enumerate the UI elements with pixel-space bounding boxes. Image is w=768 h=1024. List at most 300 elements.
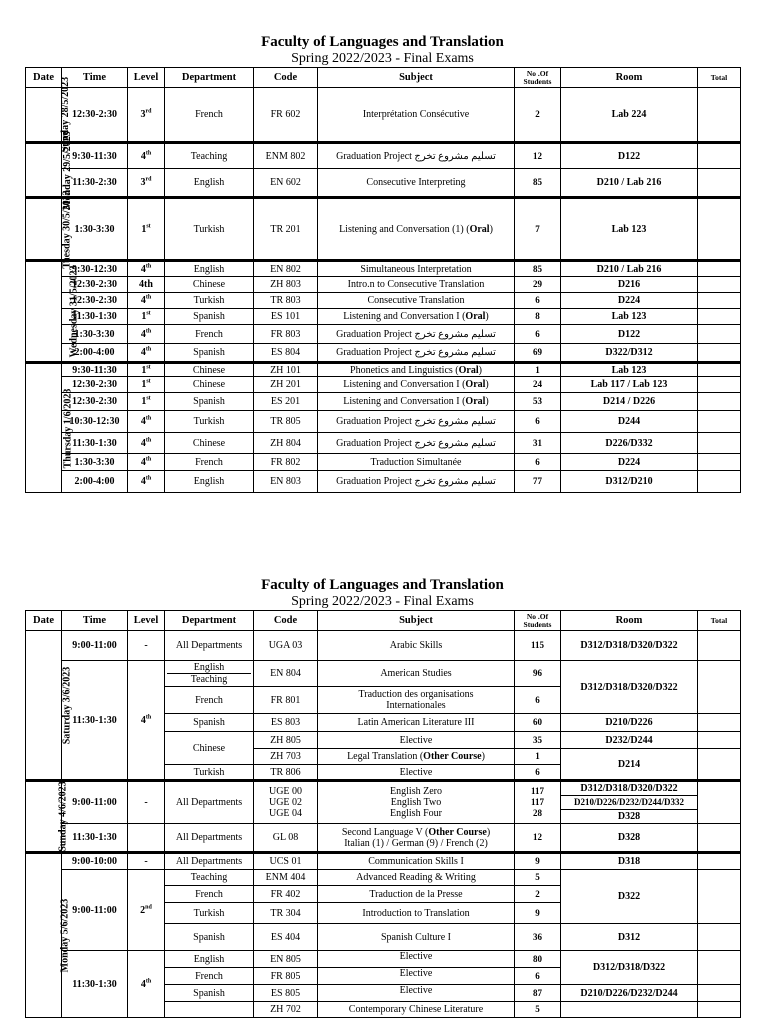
total-cell xyxy=(698,732,741,749)
room-cell: D312/D318/D322 xyxy=(561,951,698,985)
level-suffix: st xyxy=(146,310,151,317)
code-cell: ES 803 xyxy=(254,714,318,732)
table-row xyxy=(26,344,741,363)
level-cell xyxy=(128,344,165,363)
level-suffix: th xyxy=(145,475,152,482)
col-time: Time xyxy=(62,611,128,631)
department-cell xyxy=(165,661,254,687)
subject-cell: Listening and Conversation I (Oral) xyxy=(318,377,515,393)
level-cell xyxy=(128,309,165,325)
students-cell: 31 xyxy=(515,433,561,454)
department-cell xyxy=(165,1002,254,1018)
level-suffix: th xyxy=(145,150,152,157)
department-cell: Chinese xyxy=(165,732,254,765)
total-cell xyxy=(698,749,741,781)
students-cell: 96 xyxy=(515,661,561,687)
students-cell: 115 xyxy=(515,631,561,661)
students-cell: 6 xyxy=(515,411,561,433)
time-cell: 11:30-1:30 xyxy=(62,661,128,781)
level-num: 4 xyxy=(140,263,146,275)
time-cell: 9:30-11:30 xyxy=(62,363,128,377)
subject-cell xyxy=(318,687,515,714)
subject-line: English Four xyxy=(390,808,442,819)
time-cell: 9:30-11:30 xyxy=(62,143,128,169)
subject-cell: Advanced Reading & Writing xyxy=(318,870,515,886)
department-cell: French xyxy=(165,687,254,714)
level-num: 4 xyxy=(140,295,146,306)
total-cell xyxy=(698,198,741,261)
subject-cell: Interprétation Consécutive xyxy=(318,88,515,143)
code-cell: TR 805 xyxy=(254,411,318,433)
department-cell: Turkish xyxy=(165,411,254,433)
students-cell: 87 xyxy=(515,985,561,1002)
students-cell: 85 xyxy=(515,169,561,198)
code-cell: ZH 201 xyxy=(254,377,318,393)
room-cell: Lab 224 xyxy=(561,88,698,143)
time-cell: 2:00-4:00 xyxy=(62,344,128,363)
students-cell: 6 xyxy=(515,454,561,471)
students-cell: 80 xyxy=(515,951,561,968)
department-cell: Chinese xyxy=(165,363,254,377)
students-cell: 6 xyxy=(515,293,561,309)
total-cell xyxy=(698,471,741,493)
level-cell xyxy=(128,143,165,169)
room-cell: D210/D226 xyxy=(561,714,698,732)
level-suffix: th xyxy=(145,294,152,301)
students-cell: 35 xyxy=(515,732,561,749)
students-cell: 6 xyxy=(515,765,561,781)
time-cell: 1:30-3:30 xyxy=(62,454,128,471)
department-cell: Teaching xyxy=(165,143,254,169)
department-cell: Teaching xyxy=(165,870,254,886)
students-cell: 85 xyxy=(515,261,561,277)
room-line: D312/D318/D320/D322 xyxy=(580,783,678,794)
subject-cell: Consecutive Interpreting xyxy=(318,169,515,198)
subject-cell: Communication Skills I xyxy=(318,853,515,870)
table-row xyxy=(26,169,741,198)
table-row xyxy=(26,261,741,277)
total-cell xyxy=(698,363,741,377)
time-cell: 11:30-1:30 xyxy=(62,824,128,853)
time-cell: 1:30-3:30 xyxy=(62,198,128,261)
date-label: Monday 5/6/2023 xyxy=(59,898,71,973)
level-cell xyxy=(128,88,165,143)
level-cell xyxy=(128,411,165,433)
room-cell: D210 / Lab 216 xyxy=(561,261,698,277)
department-cell: French xyxy=(165,886,254,903)
code-cell: TR 803 xyxy=(254,293,318,309)
subject-text: Phonetics and Linguistics ( xyxy=(350,364,459,376)
level-cell xyxy=(128,951,165,1018)
level-suffix: th xyxy=(145,456,152,463)
level-suffix: th xyxy=(145,346,152,353)
department-cell: Turkish xyxy=(165,903,254,924)
exam-table-1 xyxy=(25,67,741,493)
subject-cell: Graduation Project تسليم مشروع تخرج xyxy=(318,411,515,433)
code-cell: ES 201 xyxy=(254,393,318,411)
table-header-row xyxy=(26,611,741,631)
room-cell: Lab 117 / Lab 123 xyxy=(561,377,698,393)
date-cell xyxy=(26,631,73,781)
subject-cell: Elective xyxy=(318,985,515,1002)
students-cell: 36 xyxy=(515,924,561,951)
code-cell: ZH 804 xyxy=(254,433,318,454)
room-cell: D122 xyxy=(561,143,698,169)
code-cell: EN 802 xyxy=(254,261,318,277)
time-cell: 1:30-3:30 xyxy=(62,325,128,344)
subject-cell: Elective xyxy=(318,968,515,985)
department-cell: Turkish xyxy=(165,198,254,261)
table-row xyxy=(26,661,741,687)
code-cell: FR 803 xyxy=(254,325,318,344)
students-cell: 7 xyxy=(515,198,561,261)
code-cell: ES 101 xyxy=(254,309,318,325)
room-cell: D210/D226/D232/D244 xyxy=(561,985,698,1002)
level-suffix: nd xyxy=(145,904,152,911)
table-row xyxy=(26,143,741,169)
level-cell xyxy=(128,870,165,951)
table-row xyxy=(26,411,741,433)
level-cell xyxy=(128,261,165,277)
level-num: 4 xyxy=(140,347,146,358)
students-line: 28 xyxy=(533,808,542,818)
total-cell xyxy=(698,261,741,277)
date-cell xyxy=(26,261,80,363)
table-row xyxy=(26,293,741,309)
subject-line: English Two xyxy=(390,797,442,808)
subject-cell: Contemporary Chinese Literature xyxy=(318,1002,515,1018)
table-row xyxy=(26,277,741,293)
total-cell xyxy=(698,344,741,363)
department-cell: All Departments xyxy=(165,853,254,870)
code-cell: UCS 01 xyxy=(254,853,318,870)
time-cell: 9:00-10:00 xyxy=(62,853,128,870)
students-cell: 53 xyxy=(515,393,561,411)
table-row xyxy=(26,88,741,143)
table-row xyxy=(26,363,741,377)
room-line: D210/D226/D232/D244/D332 xyxy=(561,795,697,809)
students-cell: 1 xyxy=(515,363,561,377)
subject-cell: Traduction de la Presse xyxy=(318,886,515,903)
col-level: Level xyxy=(128,68,165,88)
room-cell: D214 xyxy=(561,749,698,781)
date-cell xyxy=(26,853,71,1018)
col-total: Total xyxy=(698,68,741,88)
code-cell: TR 304 xyxy=(254,903,318,924)
level-cell xyxy=(128,433,165,454)
department-cell: Turkish xyxy=(165,293,254,309)
faculty-title: Faculty of Languages and Translation xyxy=(261,577,504,593)
code-cell: UGA 03 xyxy=(254,631,318,661)
total-cell xyxy=(698,143,741,169)
code-cell: FR 402 xyxy=(254,886,318,903)
subject-cell: Elective xyxy=(318,732,515,749)
code-cell xyxy=(254,781,318,824)
level-num: 1 xyxy=(141,364,147,376)
total-cell xyxy=(698,454,741,471)
total-cell xyxy=(698,309,741,325)
students-cell: 60 xyxy=(515,714,561,732)
col-total: Total xyxy=(698,611,741,631)
col-subject: Subject xyxy=(318,68,515,88)
table-row xyxy=(26,781,741,824)
date-cell xyxy=(26,781,69,853)
time-cell: 11:30-2:30 xyxy=(62,169,128,198)
faculty-title: Faculty of Languages and Translation xyxy=(261,34,504,50)
code-cell: ZH 803 xyxy=(254,277,318,293)
total-cell xyxy=(698,433,741,454)
subject-text: Legal Translation ( xyxy=(347,751,424,762)
total-cell xyxy=(698,393,741,411)
level-cell xyxy=(128,325,165,344)
department-cell: French xyxy=(165,454,254,471)
time-cell: 9:00-11:00 xyxy=(62,870,128,951)
department-cell: Chinese xyxy=(165,277,254,293)
subject-cell: Elective xyxy=(318,951,515,968)
level-cell xyxy=(128,661,165,781)
level-suffix: st xyxy=(146,395,151,402)
col-code: Code xyxy=(254,611,318,631)
room-cell: D312/D318/D320/D322 xyxy=(561,661,698,714)
level-suffix: th xyxy=(145,415,152,422)
room-cell: D210 / Lab 216 xyxy=(561,169,698,198)
level-suffix: st xyxy=(146,223,151,230)
col-room: Room xyxy=(561,68,698,88)
level-num: 4 xyxy=(140,978,146,990)
subject-cell: Graduation Project تسليم مشروع تخرج xyxy=(318,471,515,493)
subject-cell: Phonetics and Linguistics (Oral) xyxy=(318,363,515,377)
department-cell: Turkish xyxy=(165,765,254,781)
time-cell: 9:00-11:00 xyxy=(62,781,128,824)
subject-cell: Graduation Project تسليم مشروع تخرج xyxy=(318,433,515,454)
total-cell xyxy=(698,1002,741,1018)
code-cell: FR 602 xyxy=(254,88,318,143)
total-cell xyxy=(698,293,741,309)
subject-cell xyxy=(318,824,515,853)
code-cell: ZH 101 xyxy=(254,363,318,377)
col-department: Department xyxy=(165,68,254,88)
students-cell: 24 xyxy=(515,377,561,393)
room-cell: D318 xyxy=(561,853,698,870)
level-num: 2 xyxy=(140,904,146,916)
code-cell: FR 805 xyxy=(254,968,318,985)
department-cell: English xyxy=(165,471,254,493)
department-cell: Spanish xyxy=(165,393,254,411)
level-cell xyxy=(128,471,165,493)
col-department: Department xyxy=(165,611,254,631)
students-cell: 12 xyxy=(515,143,561,169)
schedule-2 xyxy=(25,576,740,1018)
subject-cell: Latin American Literature III xyxy=(318,714,515,732)
subject-cell: Simultaneous Interpretation xyxy=(318,261,515,277)
col-code: Code xyxy=(254,68,318,88)
level-cell xyxy=(128,377,165,393)
room-cell: D312/D318/D320/D322 xyxy=(561,631,698,661)
room-cell: D224 xyxy=(561,293,698,309)
room-cell: D232/D244 xyxy=(561,732,698,749)
code-cell: EN 804 xyxy=(254,661,318,687)
subject-text: Listening and Conversation I ( xyxy=(343,396,466,407)
total-cell xyxy=(698,853,741,870)
table-row xyxy=(26,471,741,493)
subject-cell: Elective xyxy=(318,765,515,781)
table-header-row xyxy=(26,68,741,88)
oral-tag: Oral xyxy=(465,311,486,322)
code-cell: TR 201 xyxy=(254,198,318,261)
col-time: Time xyxy=(62,68,128,88)
level-suffix: th xyxy=(145,328,152,335)
students-cell: 6 xyxy=(515,968,561,985)
table-row xyxy=(26,377,741,393)
total-cell xyxy=(698,631,741,661)
level-num: 4 xyxy=(140,328,146,340)
level-suffix: th xyxy=(145,437,152,444)
level-cell xyxy=(128,363,165,377)
level-num: 1 xyxy=(141,311,147,322)
code-cell: GL 08 xyxy=(254,824,318,853)
subject-line-1: Second Language V (Other Course) xyxy=(341,826,491,838)
other-course-tag: Other Course xyxy=(423,751,482,762)
level-cell: - xyxy=(128,853,165,870)
department-cell: Spanish xyxy=(165,714,254,732)
department-cell: French xyxy=(165,325,254,344)
code-cell: ZH 702 xyxy=(254,1002,318,1018)
code-cell: FR 801 xyxy=(254,687,318,714)
total-cell xyxy=(698,870,741,924)
date-label: Thursday 1/6/2023 xyxy=(62,388,74,468)
department-cell: All Departments xyxy=(165,631,254,661)
level-suffix: rd xyxy=(145,108,152,115)
room-cell: D226/D332 xyxy=(561,433,698,454)
table-row xyxy=(26,631,741,661)
subject-cell: Listening and Conversation I (Oral) xyxy=(318,393,515,411)
total-cell xyxy=(698,88,741,143)
level-suffix: th xyxy=(145,714,152,721)
subject-cell: Intro.n to Consecutive Translation xyxy=(318,277,515,293)
room-cell xyxy=(561,781,698,824)
room-cell: D214 / D226 xyxy=(561,393,698,411)
level-num: 3 xyxy=(140,109,146,120)
students-cell: 8 xyxy=(515,309,561,325)
time-cell: 9:00-11:00 xyxy=(62,631,128,661)
subject-cell: Listening and Conversation I (Oral) xyxy=(318,309,515,325)
total-cell xyxy=(698,277,741,293)
subject-text: Listening and Conversation I ( xyxy=(343,379,466,390)
table-row xyxy=(26,309,741,325)
table-row xyxy=(26,393,741,411)
time-cell: 11:30-1:30 xyxy=(62,309,128,325)
level-num: 4 xyxy=(140,150,146,162)
level-suffix: th xyxy=(145,263,152,270)
subject-cell: Spanish Culture I xyxy=(318,924,515,951)
students-cell: 5 xyxy=(515,1002,561,1018)
level-num: 1 xyxy=(141,223,147,235)
col-date: Date xyxy=(26,611,62,631)
table-row xyxy=(26,951,741,968)
students-cell: 12 xyxy=(515,824,561,853)
code-cell: ES 804 xyxy=(254,344,318,363)
department-cell: French xyxy=(165,88,254,143)
time-cell: 12:30-2:30 xyxy=(62,377,128,393)
code-line: UGE 00 xyxy=(268,786,303,797)
level-num: 1 xyxy=(141,396,147,407)
oral-tag: Oral xyxy=(458,364,479,376)
subject-cell: Graduation Project تسليم مشروع تخرج xyxy=(318,344,515,363)
time-cell: 11:30-1:30 xyxy=(62,433,128,454)
department-cell: Spanish xyxy=(165,924,254,951)
subject-line-2: Italian (1) / German (9) / French (2) xyxy=(344,837,488,849)
students-cell: 9 xyxy=(515,853,561,870)
subject-cell: American Studies xyxy=(318,661,515,687)
time-cell: 9:30-12:30 xyxy=(62,261,128,277)
room-cell: Lab 123 xyxy=(561,309,698,325)
total-cell xyxy=(698,661,741,714)
room-cell: D328 xyxy=(561,824,698,853)
level-num: 4 xyxy=(140,456,146,468)
dept-teaching: Teaching xyxy=(167,673,251,685)
room-cell: D122 xyxy=(561,325,698,344)
room-cell: D312 xyxy=(561,924,698,951)
total-cell xyxy=(698,781,741,824)
col-students: No .Of Students xyxy=(515,611,561,631)
department-cell: English xyxy=(165,169,254,198)
level-num: 4 xyxy=(140,416,146,427)
col-room: Room xyxy=(561,611,698,631)
subject-cell: Graduation Project تسليم مشروع تخرج xyxy=(318,325,515,344)
col-students: No .Of Students xyxy=(515,68,561,88)
time-cell: 10:30-12:30 xyxy=(62,411,128,433)
time-cell: 12:30-2:30 xyxy=(62,293,128,309)
code-line: UGE 04 xyxy=(268,808,303,819)
room-cell: D322 xyxy=(561,870,698,924)
room-cell: Lab 123 xyxy=(561,363,698,377)
subject-cell: Traduction Simultanée xyxy=(318,454,515,471)
students-cell: 9 xyxy=(515,903,561,924)
table-row xyxy=(26,853,741,870)
code-cell: FR 802 xyxy=(254,454,318,471)
date-cell xyxy=(26,130,73,210)
students-cell: 6 xyxy=(515,687,561,714)
table-row xyxy=(26,433,741,454)
time-cell: 12:30-2:30 xyxy=(62,393,128,411)
code-cell: ES 404 xyxy=(254,924,318,951)
code-cell: ES 805 xyxy=(254,985,318,1002)
department-cell: All Departments xyxy=(165,824,254,853)
subject-cell: Arabic Skills xyxy=(318,631,515,661)
level-suffix: st xyxy=(146,378,151,385)
code-cell: EN 602 xyxy=(254,169,318,198)
subject-cell: Listening and Conversation (1) (Oral) xyxy=(318,198,515,261)
code-line: UGE 02 xyxy=(268,797,303,808)
subject-cell: Legal Translation (Other Course) xyxy=(318,749,515,765)
students-cell: 29 xyxy=(515,277,561,293)
level-cell: 4th xyxy=(128,277,165,293)
table-row xyxy=(26,198,741,261)
subject-line-1: Traduction des organisations xyxy=(358,689,474,700)
total-cell xyxy=(698,924,741,951)
students-line: 117 xyxy=(530,786,544,796)
subject-text: Listening and Conversation I ( xyxy=(343,311,466,322)
subject-cell xyxy=(318,781,515,824)
level-cell xyxy=(128,393,165,411)
table-row xyxy=(26,325,741,344)
students-cell: 5 xyxy=(515,870,561,886)
level-suffix: rd xyxy=(145,176,152,183)
students-cell xyxy=(515,781,561,824)
level-num: 3 xyxy=(140,177,146,188)
room-cell: D322/D312 xyxy=(561,344,698,363)
code-cell: TR 806 xyxy=(254,765,318,781)
